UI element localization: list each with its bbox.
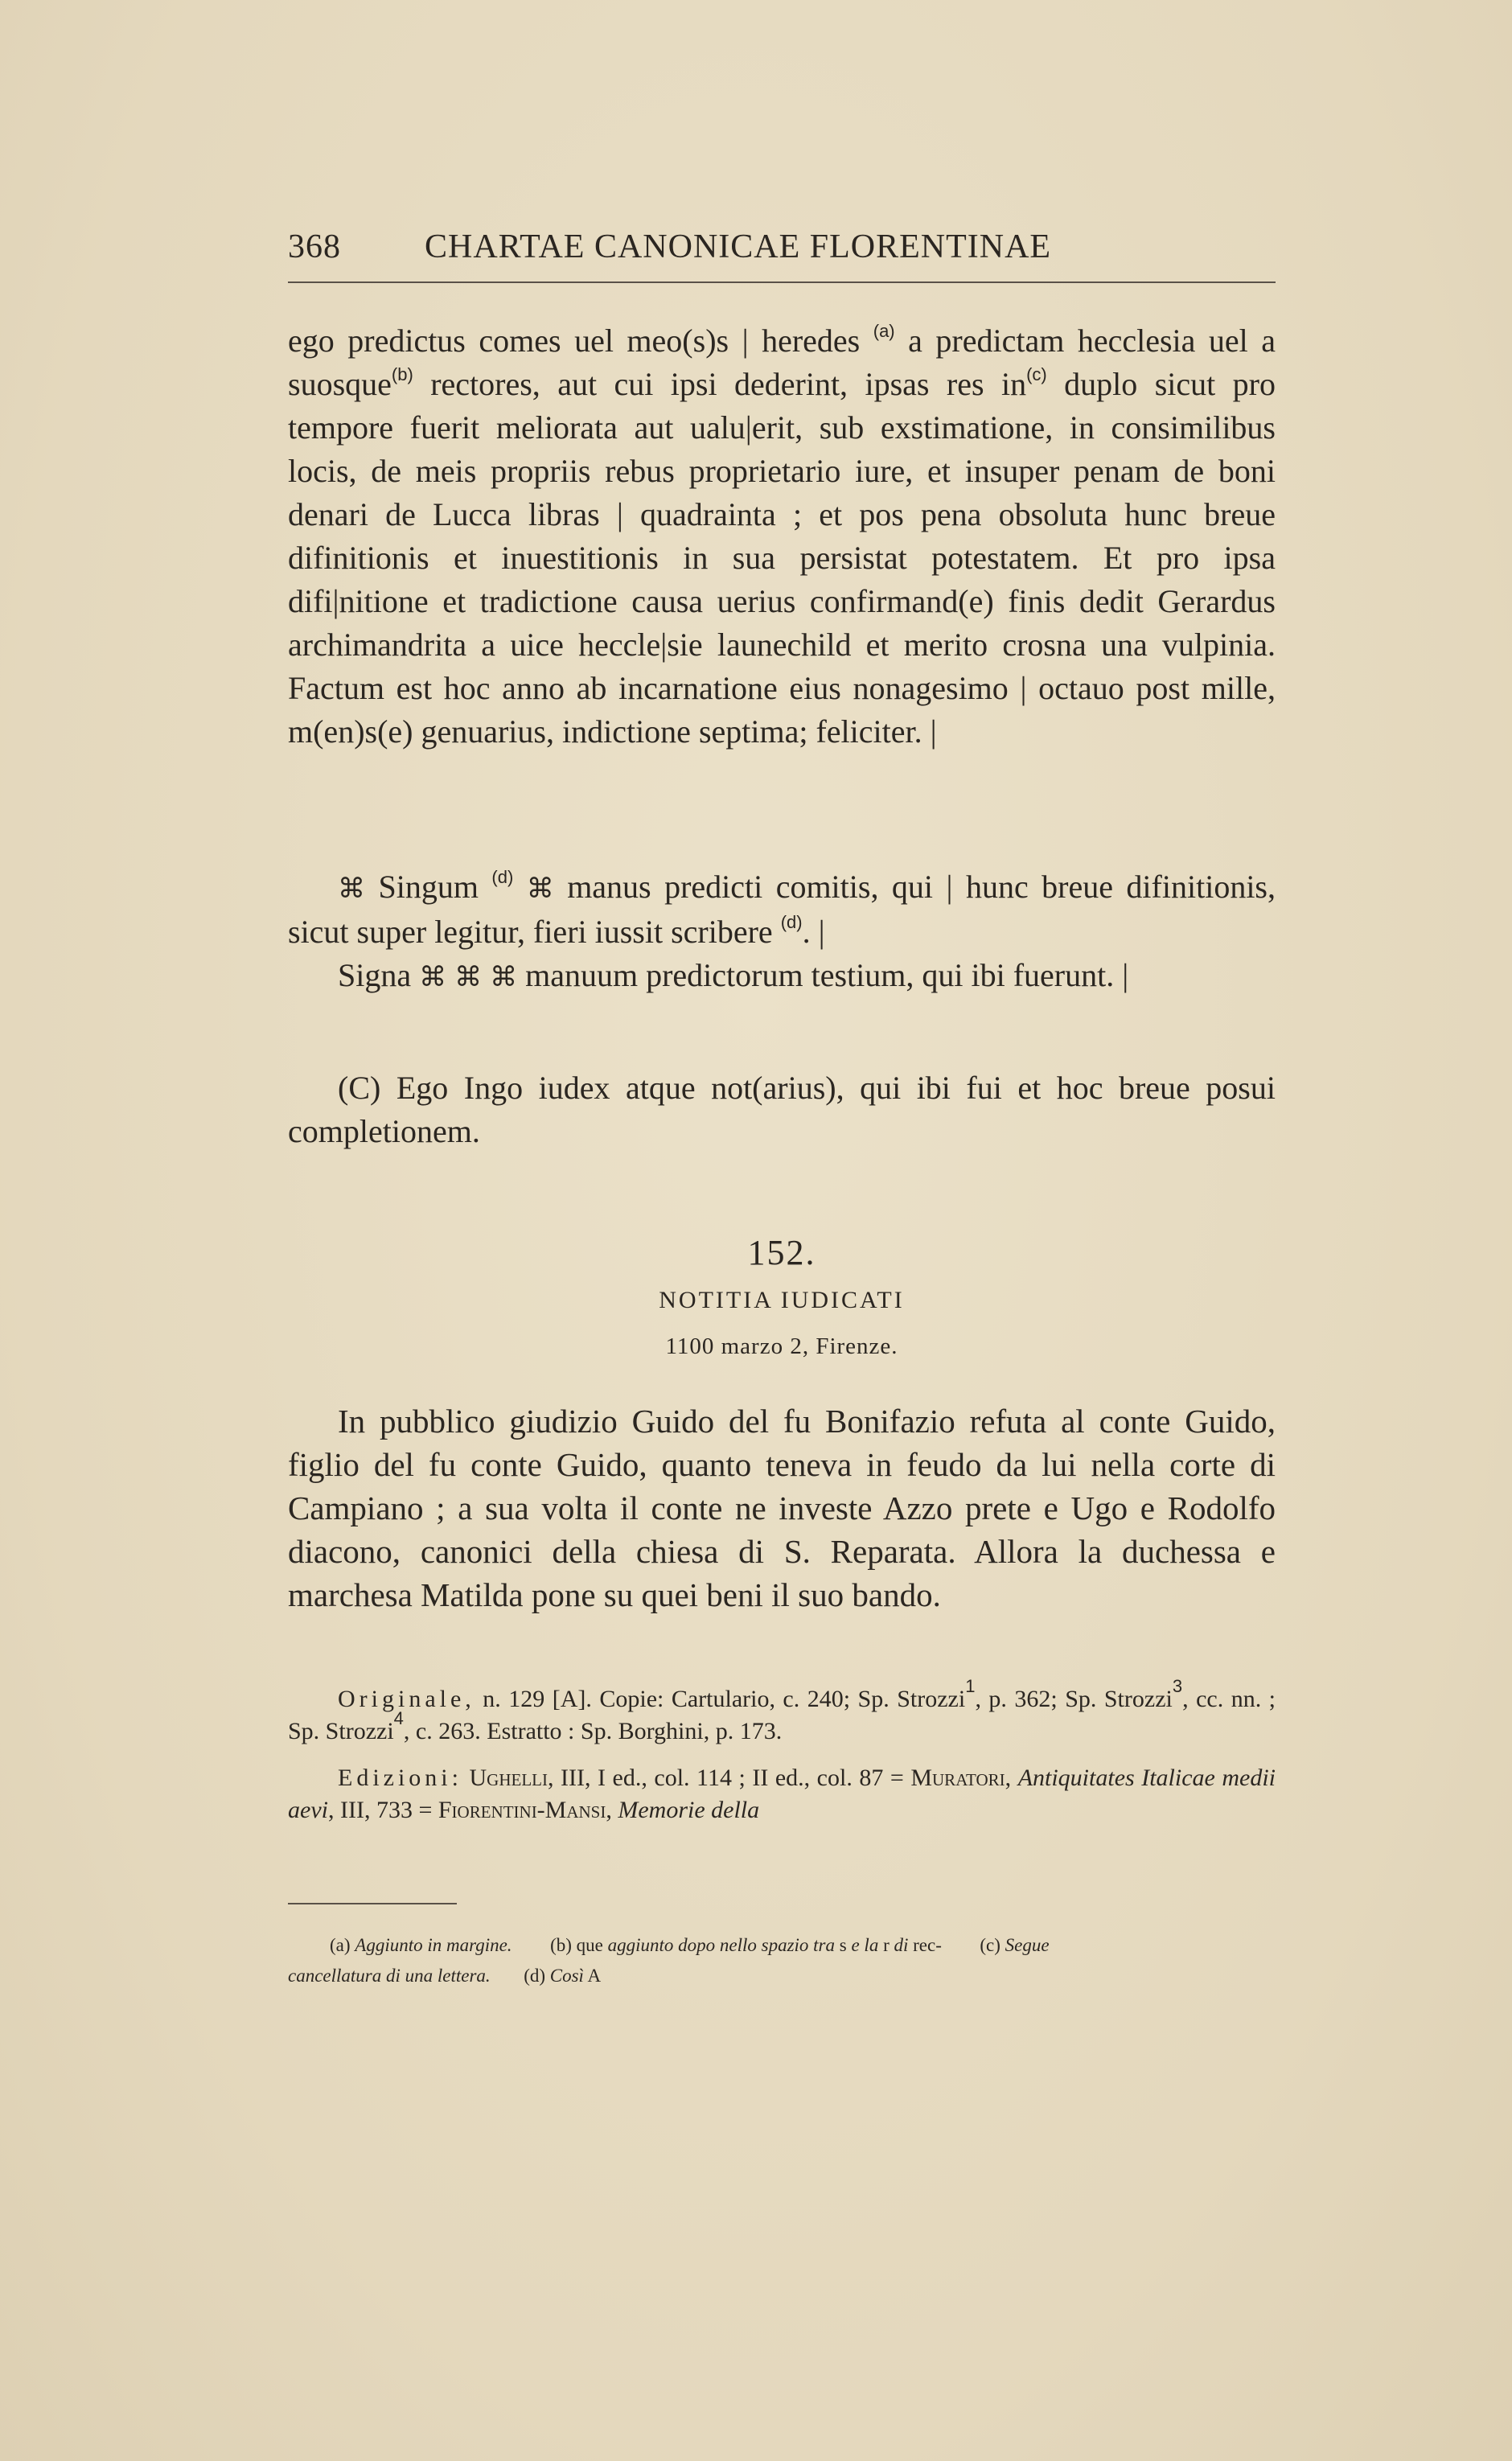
footnote-ref-d: (d) [780, 912, 803, 932]
signatures [288, 865, 1276, 999]
footnote-text: e la [851, 1935, 879, 1955]
footnote-text: que [576, 1935, 603, 1955]
cross-symbol-icon: ⌘ [526, 873, 554, 905]
text-run: , cc. nn. ; Sp. Strozzi [288, 1686, 1276, 1744]
cross-symbol-icon: ⌘ [419, 961, 447, 993]
sources [288, 1676, 1276, 1826]
edizioni-label: Edizioni: [338, 1765, 462, 1791]
author-name: Fiorentini-Mansi [438, 1797, 606, 1823]
footnote-text: cancellatura di una lettera. [288, 1966, 491, 1986]
text-run: a predictam hecclesia uel a suosque [288, 323, 1276, 402]
cross-symbol-icon: ⌘ [490, 961, 518, 993]
text-run: , c. 263. Estratto : Sp. Borghini, p. 173. [403, 1718, 783, 1744]
text-run: manus predicti comitis, qui | hunc breue difinitionis, sicut super legitur, fieri iussit scribere [288, 869, 1276, 950]
book-title: Memorie della [618, 1797, 760, 1823]
footnote-text: Così [549, 1966, 584, 1986]
regest-text: In pubblico giudizio Guido del fu Bonifazio refuta al conte Guido, figlio del fu conte Guido, quanto teneva in feudo da lui nella corte di Campiano ; a sua volta il conte ne investe Azzo prete e Ugo e Rodolfo diacono, canonici della chiesa di S. Reparata. Allora la duchessa e marchesa Matilda pone su quei beni il suo bando. [288, 1403, 1276, 1613]
text-run: . | [802, 914, 825, 950]
footnote-mark: (c) [980, 1935, 1000, 1955]
superscript: 1 [965, 1676, 976, 1696]
notary-completion [288, 1066, 1276, 1153]
footnote-text: di [894, 1935, 909, 1955]
footnote-ref-d: (d) [491, 867, 514, 887]
author-name: Ughelli [469, 1765, 548, 1791]
signa-paragraph [288, 954, 1276, 999]
footnote-text: Aggiunto in margine. [355, 1935, 512, 1955]
footnote-text: r [883, 1935, 890, 1955]
sources-edizioni: Edizioni: Ughelli, III, I ed., col. 114 ; II ed., col. 87 = Muratori, Antiquitates Italicae medii aevi, III, 733 = Fiorentini-Mansi, Memorie della [288, 1765, 1276, 1823]
footnote-ref-c: (c) [1026, 364, 1047, 384]
running-head [288, 228, 1276, 266]
superscript: 3 [1172, 1676, 1183, 1696]
footnote-ref-b: (b) [391, 364, 413, 384]
cross-symbol-icon: ⌘ [338, 873, 365, 905]
signum-paragraph [288, 865, 1276, 954]
document-date: 1100 marzo 2, Firenze. [665, 1333, 898, 1359]
footnote-mark: (a) [330, 1935, 351, 1955]
footnote-text: aggiunto dopo nello spazio tra [607, 1935, 836, 1955]
text-run: rectores, aut cui ipsi dederint, ipsas res in [413, 366, 1027, 402]
footnotes [288, 1930, 1276, 1991]
footnote-line [288, 1961, 1276, 1991]
footnote-text: A [587, 1966, 602, 1986]
superscript: 4 [393, 1708, 404, 1728]
footnote-text: rec- [913, 1935, 942, 1955]
text-run: duplo sicut pro tempore fuerit meliorata aut ualu|erit, sub exstimatione, in consimilibus locis, de meis propriis rebus proprietario iure, et insuper penam de boni denari de Lucca libras | quadrainta ; et pos pena obsoluta hunc breue difinitionis et inuestitionis in sua persistat potestatem. Et pro ipsa difi|nitione et tradictione causa uerius confirmand(e) finis dedit Gerardus archimandrita a uice heccle|sie launechild et merito crosna una vulpinia. Factum est hoc anno ab incarnatione eius nonagesimo | octauo post mille, m(en)s(e) genuarius, indictione septima; feliciter. | [288, 366, 1276, 750]
footnote-rule [288, 1903, 457, 1904]
regest [288, 1399, 1276, 1617]
sources-originale [288, 1676, 1276, 1748]
text-run: , p. 362; Sp. Strozzi [975, 1686, 1173, 1712]
book-title: Antiquitates Italicae medii aevi [288, 1765, 1276, 1823]
text-run: ego predictus comes uel meo(s)s | heredes [288, 323, 873, 359]
document-number: 152. [747, 1233, 816, 1272]
document-title: NOTITIA IUDICATI [659, 1287, 905, 1313]
footnote-ref-a: (a) [873, 321, 895, 341]
charter-paragraph [288, 319, 1276, 754]
footnote-line [288, 1930, 1276, 1961]
page-number: 368 [288, 228, 341, 265]
text-run: , III, 733 = [327, 1797, 438, 1823]
text-run: n. 129 [A]. Copie: Cartulario, c. 240; Sp. Strozzi [475, 1686, 966, 1712]
charter-continuation [288, 319, 1276, 754]
completion-paragraph: (C) Ego Ingo iudex atque not(arius), qui ibi fui et hoc breue posui completionem. [288, 1070, 1276, 1149]
running-title: CHARTAE CANONICAE FLORENTINAE [425, 228, 1052, 265]
header-rule [288, 281, 1276, 283]
author-name: Muratori [910, 1765, 1005, 1791]
footnote-text: s [839, 1935, 847, 1955]
footnote-text: Segue [1005, 1935, 1050, 1955]
text-run: , III, I ed., col. 114 ; II ed., col. 87 = [548, 1765, 911, 1791]
originale-label: Originale, [338, 1686, 475, 1712]
text-run: Singum [378, 869, 479, 905]
text-run: Signa [338, 957, 412, 993]
footnote-mark: (b) [550, 1935, 572, 1955]
footnote-mark: (d) [524, 1966, 546, 1986]
text-run: manuum predictorum testium, qui ibi fuerunt. | [525, 957, 1129, 993]
cross-symbol-icon: ⌘ [454, 961, 483, 993]
